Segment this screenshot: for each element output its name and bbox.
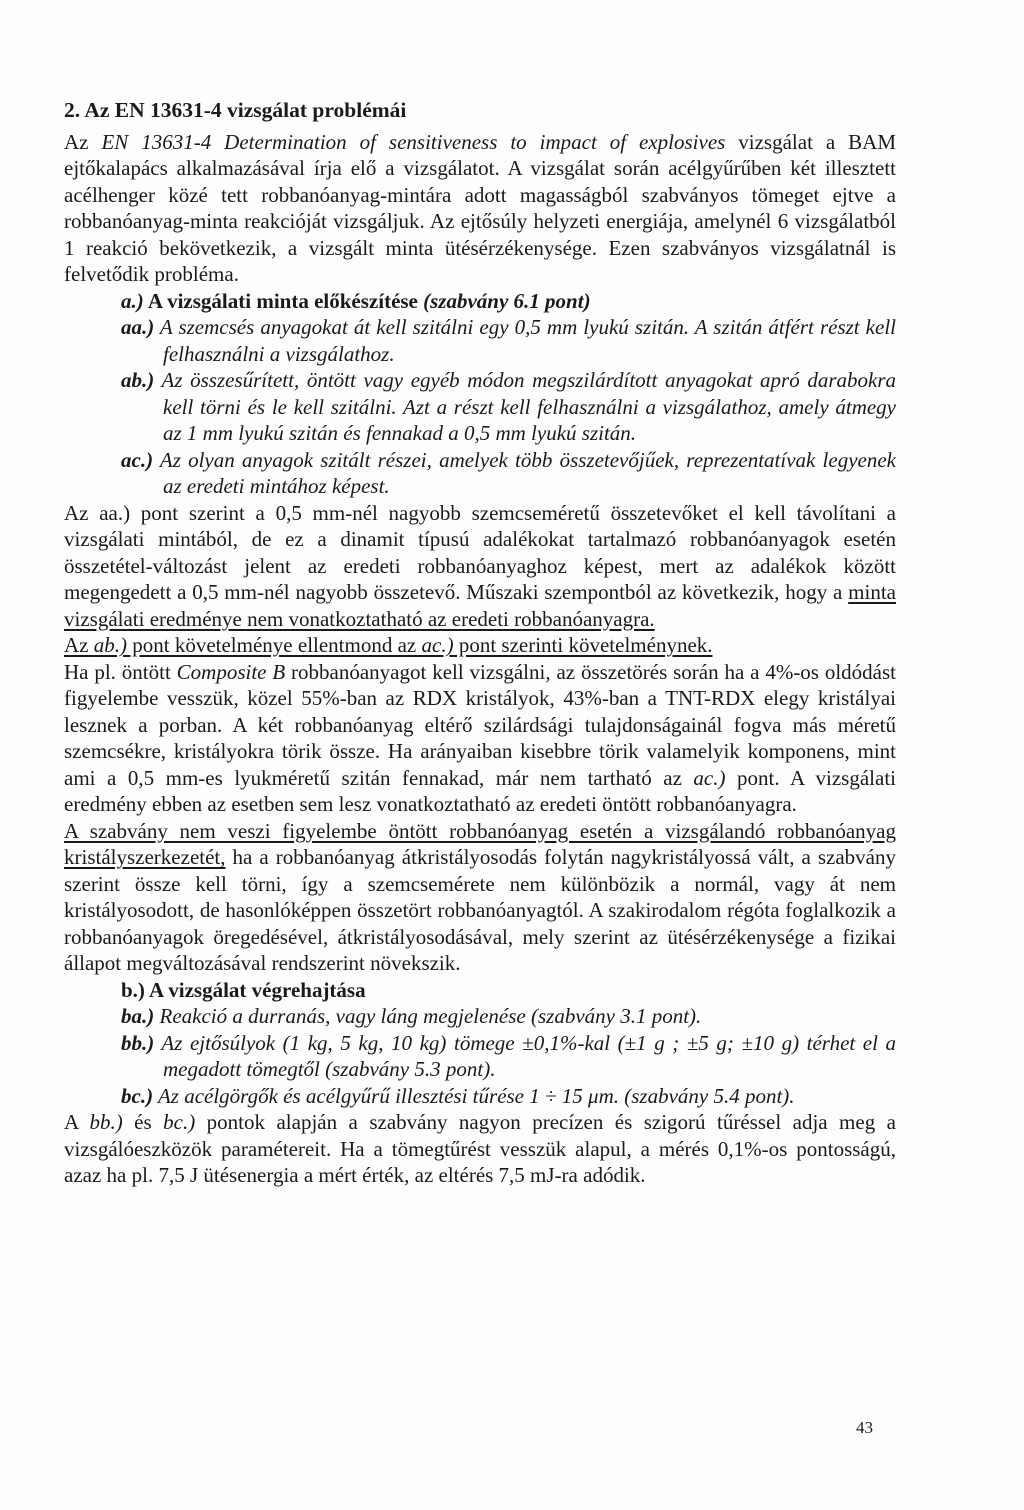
text: és <box>122 1110 164 1134</box>
underlined-text: minta vizsgálati eredménye nem vonatkoztatható az eredeti robbanóanyagra. <box>64 580 896 631</box>
title: A vizsgálati minta előkészítése <box>143 288 424 313</box>
label: ab.) <box>121 368 155 392</box>
ref: bc.) <box>163 1110 196 1134</box>
label: ac.) <box>121 447 154 472</box>
standard-title: EN 13631-4 Determination of sensitiveness to impact of explosives <box>101 129 726 154</box>
text: A szemcsés anyagokat át kell szitálni egy 0,5 mm lyukú szitán. A szitán átfért részt kell felhasználni a vizsgálathoz. <box>154 315 896 366</box>
material-name: Composite B <box>176 659 286 684</box>
text: Reakció a durranás, vagy láng megjelenése (szabvány 3.1 pont). <box>154 1004 702 1028</box>
ref: bb.) <box>89 1110 123 1134</box>
label: aa.) <box>121 315 155 339</box>
text: Az olyan anyagok szitált részei, amelyek több összetevőjűek, reprezentatívak legyenek az eredeti mintához képest. <box>153 447 896 498</box>
reference: (szabvány 6.1 pont) <box>423 288 591 313</box>
item-bc <box>64 1083 896 1110</box>
text: pont követelménye ellentmond az <box>127 633 422 657</box>
text: Ha pl. öntött <box>64 659 177 684</box>
ref: ac.) <box>693 765 726 790</box>
paragraph-precision <box>64 1109 896 1189</box>
page-number: 43 <box>856 1418 873 1437</box>
text: Az <box>64 129 102 154</box>
paragraph-analysis <box>64 500 896 633</box>
text: ha a robbanóanyag átkristályosodás folytán nagykristályossá vált, a szabvány szerint össze kell törni, így a szemcsemérete nem különbözik a normál, vagy át nem kristályosodott, de hasonlóképpen összetört robbanóanyagtól. A szakirodalom régóta foglalkozik a robbanóanyagok öregedésével, átkristályosodásával, mely szerint az ütésérzékenysége a fizikai állapot megváltozásával rendszerint növekszik. <box>64 845 896 975</box>
label: a.) <box>121 288 144 313</box>
underlined-text: A szabvány nem veszi figyelembe öntött robbanóanyag esetén a vizsgálandó robbanóanyag kristályszerkezetét, <box>64 818 896 869</box>
paragraph-contradiction <box>64 632 896 659</box>
text: Az összesűrített, öntött vagy egyéb módon megszilárdított anyagokat apró darabokra kell törni és le kell szitálni. Azt a részt kell felhasználni a vizsgálathoz, amely átmegy az 1 mm lyukú szitán és fennakad a 0,5 mm lyukú szitán. <box>154 368 896 445</box>
item-aa <box>64 314 896 367</box>
paragraph-composite-b <box>64 659 896 818</box>
text: pont. A vizsgálati eredmény ebben az esetben sem lesz vonatkoztatható az eredeti öntött robbanóanyagra. <box>64 765 896 816</box>
subheading-a <box>64 288 896 315</box>
subheading-b: b.) A vizsgálat végrehajtása <box>121 977 366 1002</box>
label: ba.) <box>121 1004 155 1028</box>
ref: ac.) <box>421 633 454 657</box>
item-ab <box>64 367 896 447</box>
paragraph-intro <box>64 129 896 288</box>
text: Az ejtősúlyok (1 kg, 5 kg, 10 kg) tömege ±0,1%-kal (±1 g ; ±5 g; ±10 g) térhet el a megadott tömegtől (szabvány 5.3 pont). <box>154 1030 896 1081</box>
text: pont szerinti követelménynek. <box>453 633 713 657</box>
text: vizsgálat a BAM ejtőkalapács alkalmazásával írja elő a vizsgálatot. A vizsgálat során acélgyűrűben két illesztett acélhenger közé tett robbanóanyag-mintára adott magasságból szabványos tömeget ejtve a robbanóanyag-minta reakcióját vizsgáljuk. Az ejtősúly helyzeti energiája, amelynél 6 vizsgálatból 1 reakció bekövetkezik, a vizsgált minta ütésérzékenysége. Ezen szabványos vizsgálatnál is felvetődik probléma. <box>64 129 896 286</box>
text: Az acélgörgők és acélgyűrű illesztési tűrése 1 ÷ 15 μm. (szabvány 5.4 pont). <box>153 1083 795 1108</box>
text: A <box>64 1110 90 1134</box>
text: robbanóanyagot kell vizsgálni, az összetörés során ha a 4%-os oldódást figyelembe vesszük, közel 55%-ban az RDX kristályok, 43%-ban a TNT-RDX elegy kristályai lesznek a porban. A két robbanóanyag eltérő szilárdsági tulajdonságainál fogva más méretű szemcsékre, kristályokra törik össze. Ha arányaiban kisebbre törik valamelyik komponens, mint ami a 0,5 mm-es lyukméretű szitán fennakad, már nem tartható az <box>64 659 897 790</box>
item-ac <box>64 447 896 500</box>
label: bc.) <box>121 1083 154 1108</box>
ref: ab.) <box>93 633 127 657</box>
text: Az <box>64 633 94 657</box>
section-heading: 2. Az EN 13631-4 vizsgálat problémái <box>64 98 407 122</box>
label: bb.) <box>121 1030 155 1055</box>
item-ba <box>64 1003 896 1030</box>
text: pontok alapján a szabvány nagyon precízen és szigorú tűréssel adja meg a vizsgálóeszközök paramétereit. Ha a tömegtűrést vesszük alapul, a mérés 0,1%-os pontosságú, azaz ha pl. 7,5 J ütésenergia a mért érték, az eltérés 7,5 mJ-ra adódik. <box>64 1110 896 1187</box>
paragraph-crystal <box>64 818 896 977</box>
text: Az aa.) pont szerint a 0,5 mm-nél nagyobb szemcseméretű összetevőket el kell távolítani a vizsgálati mintából, de ez a dinamit típusú adalékokat tartalmazó robbanóanyagok esetén összetétel-változást jelent az eredeti robbanóanyaghoz képest, mert az adalékok között megengedett a 0,5 mm-nél nagyobb összetevő. Műszaki szempontból az következik, hogy a <box>64 500 896 604</box>
item-bb <box>64 1030 896 1083</box>
page-body <box>64 97 896 1189</box>
